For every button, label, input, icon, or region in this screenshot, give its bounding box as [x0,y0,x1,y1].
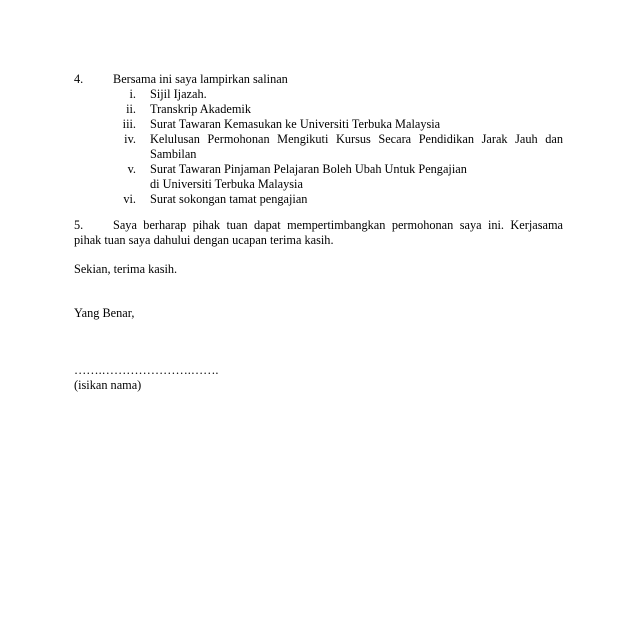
paragraph-4-intro: Bersama ini saya lampirkan salinan [113,72,288,86]
paragraph-5-number: 5. [74,218,84,232]
list-item-text: Sijil Ijazah. [150,87,207,101]
paragraph-5-text: Saya berharap pihak tuan dapat mempertimbangkan permohonan saya ini. Kerjasama pihak tuan saya dahului dengan ucapan terima kasih. [74,218,563,247]
list-item [0,87,638,102]
list-item-numeral: i. [129,87,136,101]
list-item-numeral: ii. [126,102,136,116]
list-item [0,102,638,117]
list-item-numeral: v. [127,162,136,176]
attachment-list [0,87,638,207]
list-item-text-line-2: di Universiti Terbuka Malaysia [150,177,303,191]
list-item [0,132,638,162]
list-item-text-line-1: Surat Tawaran Pinjaman Pelajaran Boleh Ubah Untuk Pengajian [150,162,467,176]
list-item-text: Surat Tawaran Kemasukan ke Universiti Terbuka Malaysia [150,117,441,131]
list-item-numeral: vi. [123,192,136,206]
closing-remark: Sekian, terima kasih. [74,262,178,276]
list-item [0,192,638,207]
list-item-numeral: iv. [124,132,136,146]
list-item-numeral: iii. [122,117,136,131]
signature-line: …….………………….……. [74,363,219,377]
list-item [0,117,638,132]
salutation: Yang Benar, [74,306,135,320]
list-item-text-line-1: Kelulusan Permohonan Mengikuti Kursus Secara Pendidikan Jarak Jauh dan [150,132,563,146]
paragraph-4-number: 4. [74,72,84,86]
list-item-text: Surat sokongan tamat pengajian [150,192,308,206]
list-item-text-line-2: Sambilan [150,147,197,161]
name-placeholder: (isikan nama) [74,378,142,392]
paragraph-5 [74,218,563,248]
list-item [0,162,638,192]
list-item-text: Transkrip Akademik [150,102,251,116]
